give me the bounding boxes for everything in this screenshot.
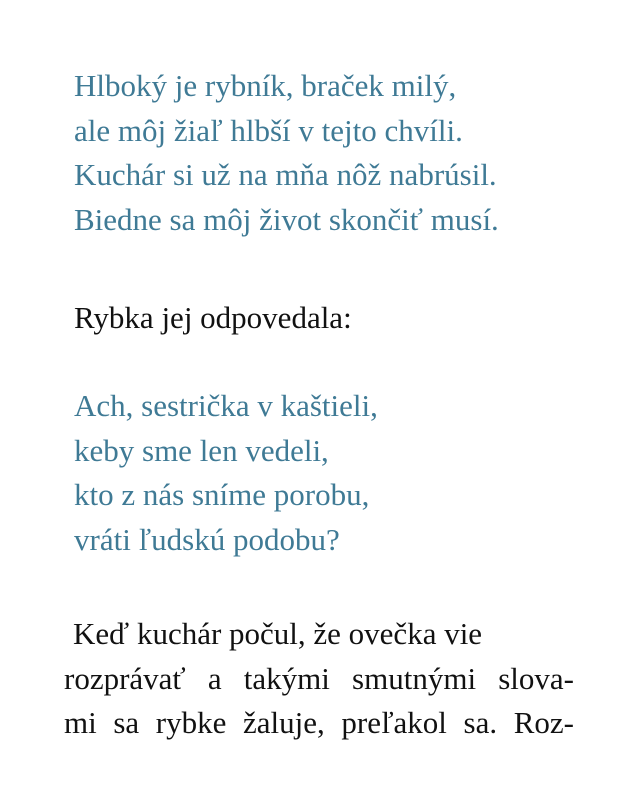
verse-line: ale môj žiaľ hlbší v tejto chvíli.	[74, 112, 463, 148]
prose-paragraph	[64, 612, 574, 746]
prose-line: mi sa rybke žaluje, preľakol sa. Roz-	[64, 705, 574, 740]
verse-stanza-2	[74, 384, 378, 562]
verse-line: Ach, sestrička v kaštieli,	[74, 388, 378, 423]
speech-intro: Rybka jej odpovedala:	[74, 300, 352, 335]
verse-line: kto z nás sníme porobu,	[74, 477, 370, 512]
verse-line: Hlboký je rybník, braček milý,	[74, 68, 457, 103]
verse-line: vráti ľudskú podobu?	[74, 521, 340, 557]
verse-stanza-1	[74, 64, 499, 242]
prose-line: Keď kuchár počul, že ovečka vie	[73, 616, 483, 651]
verse-line: keby sme len vedeli,	[74, 432, 329, 468]
prose-line: rozprávať a takými smutnými slova-	[64, 660, 574, 696]
verse-line: Biedne sa môj život skončiť musí.	[74, 201, 499, 237]
verse-line: Kuchár si už na mňa nôž nabrúsil.	[74, 157, 497, 192]
